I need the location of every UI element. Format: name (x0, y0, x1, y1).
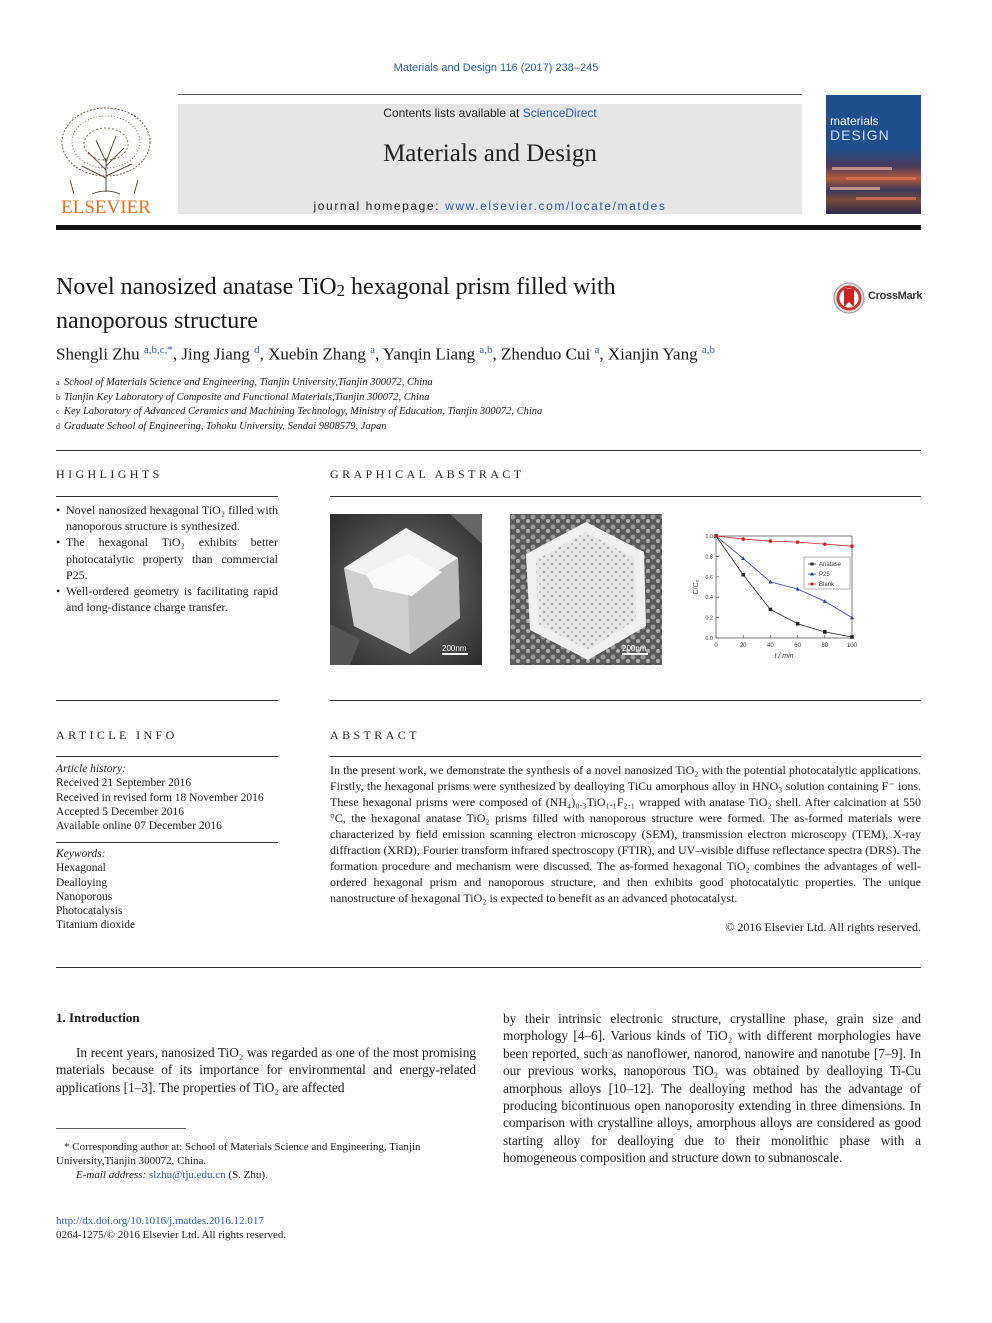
series-line-p25 (716, 536, 852, 618)
affiliation-label: d (56, 421, 60, 431)
history-label: Article history: (56, 763, 126, 775)
cover-stripe (830, 187, 880, 190)
highlight-item: • The hexagonal TiO₂ exhibits better photocatalytic property than commercial P25. (56, 534, 278, 583)
legend-label: P25 (819, 572, 830, 578)
article-title (56, 272, 756, 336)
series-line-blank (716, 536, 852, 546)
legend-label: Blank (819, 582, 835, 588)
title-part-1: Novel nanosized anatase TiO (56, 274, 337, 300)
scale-bar-label: 200nm (442, 644, 467, 653)
affiliation-text: Tianjin Key Laboratory of Composite and Functional Materials,Tianjin 300072, China (64, 391, 430, 403)
author-name: , Zhenduo Cui (492, 344, 595, 364)
issn-line: 0264-1275/© 2016 Elsevier Ltd. All rights reserved. (56, 1229, 287, 1241)
legend-marker (810, 582, 813, 585)
data-point (796, 622, 800, 626)
author-affiliation-mark[interactable]: a,b (701, 344, 715, 356)
highlight-item: • Well-ordered geometry is facilitating rapid and long-distance charge transfer. (56, 583, 278, 615)
affiliation-item (56, 376, 542, 391)
y-tick-label: 0.6 (705, 574, 713, 581)
journal-header-box (178, 104, 802, 214)
keyword-item: Hexagonal (56, 862, 106, 875)
author-name: , Yanqin Liang (374, 344, 480, 364)
data-point (796, 540, 800, 544)
affiliation-text: Key Laboratory of Advanced Ceramics and Machining Technology, Ministry of Education, Tianjin 300072, China (64, 406, 543, 417)
author-name: , Jing Jiang (172, 344, 255, 364)
keyword-item: Nanoporous (56, 890, 113, 903)
divider (56, 496, 278, 497)
x-tick-label: 40 (767, 643, 774, 649)
graphical-abstract-heading: GRAPHICAL ABSTRACT (330, 467, 525, 481)
highlights-list (56, 502, 278, 615)
legend-marker (811, 563, 814, 566)
journal-title: Materials and Design (383, 140, 597, 167)
sciencedirect-link[interactable]: ScienceDirect (522, 106, 597, 120)
author-affiliation-mark[interactable]: a (370, 344, 375, 356)
title-part-2: hexagonal prism filled with (345, 274, 616, 300)
author-name: Shengli Zhu (56, 344, 144, 364)
history-item: Accepted 5 December 2016 (56, 805, 185, 818)
homepage-link[interactable]: www.elsevier.com/locate/matdes (445, 199, 667, 213)
divider (56, 450, 921, 451)
data-point (714, 534, 718, 538)
affiliation-label: c (56, 407, 60, 416)
introduction-left-column: In recent years, nanosized TiO₂ was regarded as one of the most promising materials because of its importance for environmental and energy-related applications [1–3]. The properties of TiO₂ are affected (56, 1045, 476, 1095)
homepage-prefix: journal homepage: (313, 199, 446, 213)
sem-image-nanoporous-prism (510, 514, 662, 665)
author-affiliation-mark[interactable]: d (254, 344, 260, 356)
legend-label: Anatase (819, 562, 842, 568)
elsevier-tree-icon (52, 100, 160, 216)
email-suffix: (S. Zhu). (225, 1169, 268, 1181)
abstract-text: In the present work, we demonstrate the synthesis of a novel nanosized TiO₂ with the potential photocatalytic applications. Firstly, the hexagonal prisms were synthesized by dealloying TiCu amorphous alloy in HNO₃ solution containing F⁻ ions. These hexagonal prisms were composed of (NH₄)₀.₃TiO₁.₁F₂.₁ wrapped with anatase TiO₂ shell. After calcination at 550 °C, the hexagonal anatase TiO₂ prisms filled with nanoporous structure were formed. The as-formed materials were characterized by field emission scanning electron microscopy (SEM), transmission electron microscopy (TEM), X-ray diffraction (XRD), Fourier transform infrared spectroscopy (FTIR), and UV–visible diffuse reflectance spectra (DRS). The formation procedure and mechanism were discussed. The as-formed hexagonal TiO₂ combines the advantages of well-ordered hexagonal prism and nanoporous structure, and then exhibits good photocatalytic properties. The unique nanostructure of hexagonal TiO₂ is expected to benefit as an advanced photocatalyst. (330, 763, 921, 905)
y-tick-label: 0.8 (705, 554, 713, 561)
divider (330, 700, 921, 701)
author-affiliation-mark[interactable]: a (594, 344, 600, 356)
y-tick-label: 0.2 (705, 615, 713, 622)
divider (56, 967, 921, 968)
header-bottom-rule (56, 225, 921, 230)
chart-svg (690, 520, 870, 670)
divider (56, 700, 278, 701)
author-name: , Xianjin Yang (599, 344, 702, 364)
affiliation-item (56, 391, 542, 406)
keywords-label: Keywords: (56, 848, 106, 860)
journal-cover-image (826, 95, 921, 214)
data-point (850, 635, 854, 639)
cover-stripe (832, 167, 892, 170)
crossmark-icon (832, 281, 866, 315)
crossmark-label: CrossMark (868, 290, 923, 302)
keyword-item: Titanium dioxide (56, 919, 136, 932)
affiliation-text: Graduate School of Engineering, Tohoku University, Sendai 9808579, Japan (64, 420, 387, 432)
contents-prefix: Contents lists available at (383, 106, 523, 120)
doi-link[interactable] (56, 1214, 476, 1228)
y-tick-label: 0.4 (705, 595, 713, 602)
divider (330, 756, 921, 757)
journal-homepage (178, 199, 802, 213)
doi-text[interactable]: http://dx.doi.org/10.1016/j.matdes.2016.12.017 (56, 1215, 264, 1227)
affiliation-item (56, 405, 542, 420)
photocatalysis-chart (690, 520, 870, 670)
scale-bar-label: 200nm (622, 644, 647, 653)
y-axis-label: C/C₀ (693, 579, 700, 595)
contents-line (178, 106, 802, 120)
divider (56, 756, 278, 757)
y-tick-label: 0.0 (705, 636, 713, 642)
cover-stripe (846, 177, 916, 180)
affiliation-label: b (56, 392, 60, 402)
affiliation-text: School of Materials Science and Engineering, Tianjin University,Tianjin 300072, China (64, 377, 433, 388)
author-affiliation-mark[interactable]: a,b (479, 344, 493, 356)
title-subscript: 2 (336, 281, 346, 300)
data-point (850, 544, 854, 548)
abstract-copyright: © 2016 Elsevier Ltd. All rights reserved. (725, 920, 921, 934)
header-top-rule (178, 94, 802, 95)
article-history (56, 762, 264, 833)
divider (330, 496, 921, 497)
divider (56, 842, 278, 843)
abstract-heading: ABSTRACT (330, 728, 420, 742)
history-item: Received 21 September 2016 (56, 777, 192, 790)
footnote-rule (56, 1128, 186, 1129)
email-link[interactable]: slzhu@tju.edu.cn (148, 1169, 226, 1181)
data-point (741, 537, 745, 541)
data-point (850, 615, 854, 619)
x-tick-label: 100 (846, 643, 858, 649)
keywords-list (56, 847, 135, 933)
data-point (769, 539, 773, 543)
sem-image-hexagonal-prism (330, 514, 482, 665)
history-item: Available online 07 December 2016 (56, 820, 222, 833)
data-point (741, 573, 745, 577)
introduction-heading: 1. Introduction (56, 1010, 140, 1025)
elsevier-wordmark: ELSEVIER (61, 197, 151, 216)
keyword-item: Dealloying (56, 876, 108, 889)
cover-stripe (856, 197, 916, 200)
author-affiliation-mark[interactable]: a,b,c,* (143, 344, 173, 356)
highlights-heading: HIGHLIGHTS (56, 467, 163, 481)
corresponding-author-note: * Corresponding author at: School of Materials Science and Engineering, Tianjin University,Tianjin 300072, China. (56, 1141, 421, 1167)
article-info-heading: ARTICLE INFO (56, 728, 178, 742)
data-point (823, 630, 827, 634)
affiliation-item (56, 420, 542, 435)
data-point (823, 542, 827, 546)
highlight-item: • Novel nanosized hexagonal TiO₂ filled with nanoporous structure is synthesized. (56, 502, 278, 534)
x-axis-label: t / min (774, 653, 794, 660)
cover-title-1: materials (830, 114, 879, 128)
affiliation-list (56, 376, 542, 434)
data-point (769, 608, 773, 612)
affiliation-label: a (56, 378, 60, 387)
keyword-item: Photocatalysis (56, 905, 123, 918)
x-tick-label: 0 (714, 643, 718, 649)
introduction-right-column: by their intrinsic electronic structure, crystalline phase, grain size and morphology [4–6]. Various kinds of TiO₂ with different morphologies have been reported, such as nanoflower, nanorod, nanowire and nanotube [7–9]. In our previous works, nanoporous TiO₂ was obtained by dealloying Ti-Cu amorphous alloys [10–12]. The dealloying method has the advantage of producing bicontinuous open nanoporosity extending in three dimensions. In comparison with crystalline alloys, amorphous alloys are considered as good starting alloy for dealloying due to their monolithic phase with a homogeneous composition and structure down to subnanoscale. (503, 1011, 921, 1166)
x-tick-label: 80 (821, 643, 829, 649)
email-label: E-mail address: (76, 1169, 149, 1181)
title-line-2: nanoporous structure (56, 308, 258, 334)
crossmark-badge[interactable] (832, 281, 932, 315)
y-tick-label: 1.0 (705, 534, 713, 540)
journal-citation[interactable]: Materials and Design 116 (2017) 238–245 (393, 62, 599, 74)
history-item: Received in revised form 18 November 2016 (56, 791, 264, 804)
x-tick-label: 20 (739, 643, 747, 649)
cover-title-2: DESIGN (830, 127, 890, 143)
author-list (56, 344, 715, 365)
x-tick-label: 60 (794, 643, 801, 649)
author-name: , Xuebin Zhang (259, 344, 371, 364)
email-note (56, 1168, 476, 1182)
elsevier-logo (52, 100, 160, 216)
